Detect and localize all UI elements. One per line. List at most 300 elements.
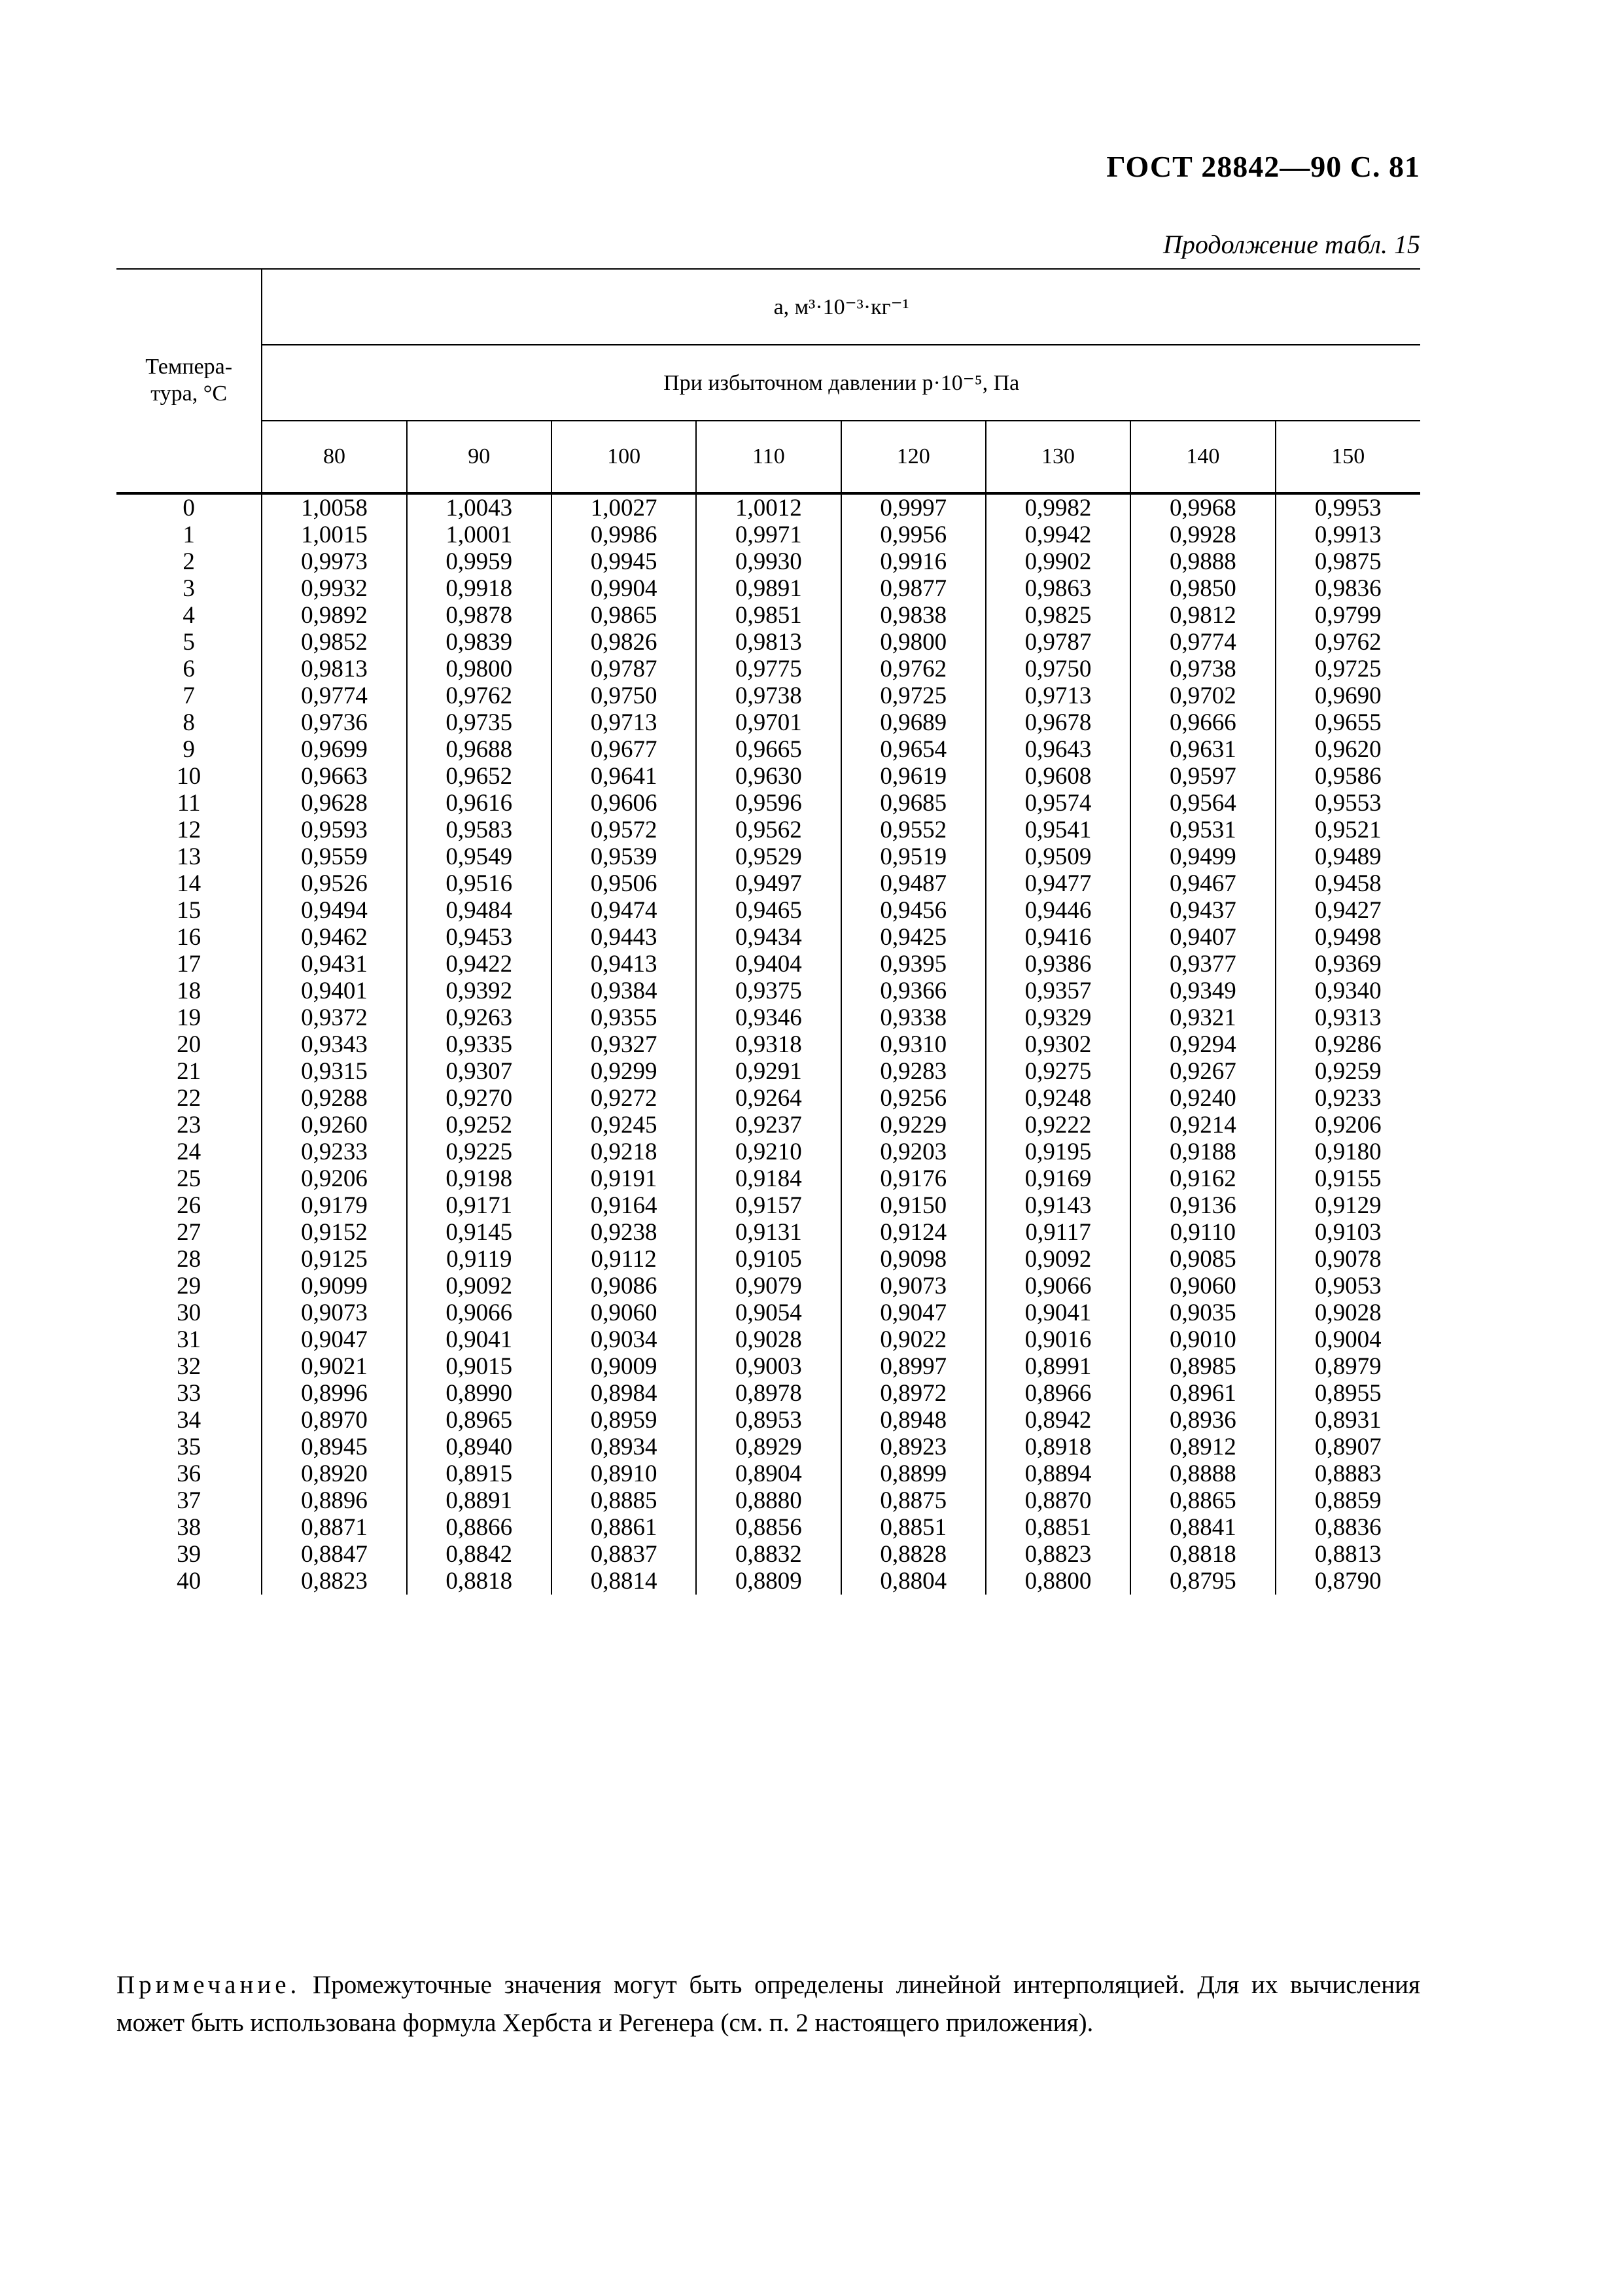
volume-value: 0,9357 — [1024, 978, 1092, 1004]
value-cell — [986, 1085, 1130, 1165]
volume-value: 0,9238 — [590, 1219, 657, 1246]
volume-value: 0,9498 — [1314, 924, 1382, 951]
table-body — [116, 493, 1420, 1595]
volume-value: 0,9549 — [445, 843, 513, 870]
volume-value: 0,9628 — [301, 790, 368, 817]
volume-value: 0,9875 — [1314, 548, 1382, 575]
value-cell — [986, 1407, 1130, 1487]
temperature-value: 8 — [183, 709, 195, 736]
value-cell — [1276, 1407, 1421, 1487]
temperature-value: 32 — [177, 1353, 201, 1380]
volume-value: 0,9462 — [301, 924, 368, 951]
value-cell — [262, 1407, 406, 1487]
row-group — [116, 1568, 1420, 1595]
volume-value: 0,9930 — [735, 548, 802, 575]
volume-value: 0,9541 — [1024, 817, 1092, 843]
volume-value: 0,9986 — [590, 521, 657, 548]
value-cell — [696, 736, 841, 817]
value-cell — [986, 1165, 1130, 1246]
volume-value: 0,9813 — [735, 629, 802, 656]
volume-value: 0,9516 — [445, 870, 513, 897]
value-cell — [407, 1326, 551, 1407]
volume-value: 0,9586 — [1314, 763, 1382, 790]
volume-value: 0,8904 — [735, 1460, 802, 1487]
volume-value: 1,0015 — [301, 521, 368, 548]
volume-value: 0,8851 — [1024, 1514, 1092, 1541]
table-note — [116, 1966, 1420, 2042]
value-cell — [841, 1004, 986, 1085]
volume-value: 0,9813 — [301, 656, 368, 682]
volume-value: 0,9699 — [301, 736, 368, 763]
volume-value: 0,8959 — [590, 1407, 657, 1434]
value-cell — [696, 1407, 841, 1487]
row-group — [116, 817, 1420, 924]
value-cell — [407, 1004, 551, 1085]
volume-value: 0,9349 — [1169, 978, 1236, 1004]
temperature-value: 17 — [177, 951, 201, 978]
volume-value: 0,9456 — [880, 897, 947, 924]
volume-value: 0,9321 — [1169, 1004, 1236, 1031]
volume-value: 0,9564 — [1169, 790, 1236, 817]
volume-value: 0,9302 — [1024, 1031, 1092, 1058]
value-cell — [841, 817, 986, 924]
volume-value: 0,8894 — [1024, 1460, 1092, 1487]
value-cell — [696, 1165, 841, 1246]
volume-value: 0,8984 — [590, 1380, 657, 1407]
volume-value: 0,9762 — [880, 656, 947, 682]
value-cell — [841, 1407, 986, 1487]
temperature-value: 11 — [177, 790, 201, 817]
volume-value: 0,9377 — [1169, 951, 1236, 978]
volume-value: 0,8859 — [1314, 1487, 1382, 1514]
value-cell — [262, 1568, 406, 1595]
value-cell — [262, 1085, 406, 1165]
value-cell — [407, 817, 551, 924]
volume-value: 0,9315 — [301, 1058, 368, 1085]
volume-value: 0,9078 — [1314, 1246, 1382, 1273]
volume-value: 0,9863 — [1024, 575, 1092, 602]
value-cell — [551, 656, 696, 736]
value-cell — [551, 493, 696, 575]
volume-value: 0,8866 — [445, 1514, 513, 1541]
temperature-value: 18 — [177, 978, 201, 1004]
volume-value: 0,9913 — [1314, 521, 1382, 548]
volume-value: 0,9666 — [1169, 709, 1236, 736]
temperature-cell — [116, 493, 262, 575]
value-cell — [551, 817, 696, 924]
volume-value: 0,8837 — [590, 1541, 657, 1568]
value-cell — [986, 1326, 1130, 1407]
volume-value: 0,8970 — [301, 1407, 368, 1434]
volume-value: 0,8800 — [1024, 1568, 1092, 1595]
temperature-value: 37 — [177, 1487, 201, 1514]
row-group — [116, 1326, 1420, 1407]
value-cell — [551, 1568, 696, 1595]
volume-value: 0,9355 — [590, 1004, 657, 1031]
volume-value: 0,9335 — [445, 1031, 513, 1058]
value-cell — [407, 1246, 551, 1326]
volume-value: 0,9446 — [1024, 897, 1092, 924]
volume-value: 0,8945 — [301, 1434, 368, 1460]
volume-value: 0,9275 — [1024, 1058, 1092, 1085]
volume-value: 0,9206 — [301, 1165, 368, 1192]
volume-value: 0,9016 — [1024, 1326, 1092, 1353]
volume-value: 0,9372 — [301, 1004, 368, 1031]
pressure-header-text: При избыточном давлении p·10⁻⁵, Па — [663, 371, 1020, 395]
value-cell — [262, 1165, 406, 1246]
volume-value: 0,9531 — [1169, 817, 1236, 843]
volume-value: 1,0001 — [445, 521, 513, 548]
volume-value: 0,9222 — [1024, 1112, 1092, 1139]
volume-value: 0,9267 — [1169, 1058, 1236, 1085]
note-lead: Примечание. — [116, 1971, 301, 1999]
value-cell — [986, 736, 1130, 817]
value-cell — [1130, 1326, 1275, 1407]
volume-value: 0,9973 — [301, 548, 368, 575]
value-cell — [551, 1246, 696, 1326]
volume-value: 0,9195 — [1024, 1139, 1092, 1165]
volume-value: 0,9392 — [445, 978, 513, 1004]
volume-value: 0,8912 — [1169, 1434, 1236, 1460]
volume-value: 0,9210 — [735, 1139, 802, 1165]
volume-value: 0,9774 — [301, 682, 368, 709]
volume-value: 0,9131 — [735, 1219, 802, 1246]
value-cell — [696, 575, 841, 656]
volume-value: 0,8804 — [880, 1568, 947, 1595]
temperature-value: 4 — [183, 602, 195, 629]
volume-value: 0,8907 — [1314, 1434, 1382, 1460]
temperature-value: 7 — [183, 682, 195, 709]
value-cell — [696, 1487, 841, 1568]
volume-value: 0,8899 — [880, 1460, 947, 1487]
value-cell — [1130, 817, 1275, 924]
volume-value: 0,9787 — [590, 656, 657, 682]
row-group — [116, 575, 1420, 656]
volume-value: 0,9606 — [590, 790, 657, 817]
pressure-column-120: 120 — [841, 421, 986, 493]
volume-value: 0,9188 — [1169, 1139, 1236, 1165]
row-group — [116, 1487, 1420, 1568]
temperature-cell — [116, 1246, 262, 1326]
volume-value: 0,9865 — [590, 602, 657, 629]
temperature-value: 19 — [177, 1004, 201, 1031]
volume-value: 0,9034 — [590, 1326, 657, 1353]
volume-value: 0,9956 — [880, 521, 947, 548]
volume-value: 0,9260 — [301, 1112, 368, 1139]
volume-value: 0,8818 — [1169, 1541, 1236, 1568]
value-cell — [262, 817, 406, 924]
value-cell — [986, 817, 1130, 924]
volume-value: 0,9310 — [880, 1031, 947, 1058]
volume-value: 0,9176 — [880, 1165, 947, 1192]
volume-value: 0,8880 — [735, 1487, 802, 1514]
volume-value: 0,8888 — [1169, 1460, 1236, 1487]
temperature-value: 23 — [177, 1112, 201, 1139]
volume-value: 0,9338 — [880, 1004, 947, 1031]
volume-value: 0,9552 — [880, 817, 947, 843]
page-header: ГОСТ 28842—90 С. 81 — [1106, 150, 1420, 183]
volume-value: 0,9713 — [590, 709, 657, 736]
volume-value: 0,9384 — [590, 978, 657, 1004]
value-cell — [407, 924, 551, 1004]
value-cell — [841, 1326, 986, 1407]
volume-value: 0,8966 — [1024, 1380, 1092, 1407]
volume-value: 0,9685 — [880, 790, 947, 817]
volume-value: 0,9073 — [301, 1299, 368, 1326]
volume-value: 0,9218 — [590, 1139, 657, 1165]
volume-value: 0,9652 — [445, 763, 513, 790]
volume-value: 0,9369 — [1314, 951, 1382, 978]
volume-value: 0,9735 — [445, 709, 513, 736]
volume-value: 0,9386 — [1024, 951, 1092, 978]
volume-value: 0,9539 — [590, 843, 657, 870]
value-cell — [986, 1246, 1130, 1326]
volume-value: 0,9689 — [880, 709, 947, 736]
value-cell — [262, 924, 406, 1004]
value-cell — [841, 1487, 986, 1568]
volume-value: 0,9318 — [735, 1031, 802, 1058]
volume-value: 0,9098 — [880, 1246, 947, 1273]
volume-value: 0,9237 — [735, 1112, 802, 1139]
volume-value: 0,9425 — [880, 924, 947, 951]
volume-value: 0,8996 — [301, 1380, 368, 1407]
value-cell — [1130, 1246, 1275, 1326]
volume-value: 0,8809 — [735, 1568, 802, 1595]
volume-value: 0,9103 — [1314, 1219, 1382, 1246]
value-cell — [1276, 1487, 1421, 1568]
volume-value: 0,9270 — [445, 1085, 513, 1112]
volume-value: 0,8818 — [445, 1568, 513, 1595]
temperature-value: 2 — [183, 548, 195, 575]
temperature-cell — [116, 1326, 262, 1407]
volume-value: 0,9346 — [735, 1004, 802, 1031]
volume-value: 0,9041 — [1024, 1299, 1092, 1326]
row-group — [116, 736, 1420, 817]
temperature-value: 39 — [177, 1541, 201, 1568]
volume-value: 0,9125 — [301, 1246, 368, 1273]
volume-value: 0,9233 — [301, 1139, 368, 1165]
volume-value: 0,9738 — [735, 682, 802, 709]
volume-value: 0,9085 — [1169, 1246, 1236, 1273]
volume-value: 0,9800 — [880, 629, 947, 656]
volume-value: 0,9982 — [1024, 495, 1092, 521]
value-cell — [1130, 924, 1275, 1004]
temperature-value: 30 — [177, 1299, 201, 1326]
volume-value: 0,8870 — [1024, 1487, 1092, 1514]
row-group — [116, 1246, 1420, 1326]
volume-value: 0,9066 — [445, 1299, 513, 1326]
value-cell — [407, 656, 551, 736]
volume-value: 0,9850 — [1169, 575, 1236, 602]
temperature-cell — [116, 1407, 262, 1487]
volume-value: 0,9099 — [301, 1273, 368, 1299]
volume-value: 0,9263 — [445, 1004, 513, 1031]
note-text: Промежуточные значения могут быть определены линейной интерполяцией. Для их вычисления может быть использована формула Хербста и Регенера (см. п. 2 настоящего приложения). — [116, 1971, 1420, 2037]
volume-value: 0,9878 — [445, 602, 513, 629]
temperature-value: 15 — [177, 897, 201, 924]
volume-value: 0,8885 — [590, 1487, 657, 1514]
value-cell — [1130, 1487, 1275, 1568]
value-cell — [551, 736, 696, 817]
row-group — [116, 656, 1420, 736]
volume-value: 0,9041 — [445, 1326, 513, 1353]
volume-value: 0,8991 — [1024, 1353, 1092, 1380]
value-cell — [841, 1085, 986, 1165]
volume-value: 0,9240 — [1169, 1085, 1236, 1112]
volume-value: 0,9171 — [445, 1192, 513, 1219]
volume-value: 0,9203 — [880, 1139, 947, 1165]
volume-value: 0,9484 — [445, 897, 513, 924]
volume-value: 0,8931 — [1314, 1407, 1382, 1434]
volume-value: 0,8790 — [1314, 1568, 1382, 1595]
temperature-value: 21 — [177, 1058, 201, 1085]
volume-value: 0,8883 — [1314, 1460, 1382, 1487]
value-cell — [1130, 493, 1275, 575]
volume-value: 0,8972 — [880, 1380, 947, 1407]
volume-value: 0,9047 — [301, 1326, 368, 1353]
volume-value: 0,9690 — [1314, 682, 1382, 709]
volume-value: 0,9774 — [1169, 629, 1236, 656]
volume-value: 0,9169 — [1024, 1165, 1092, 1192]
volume-value: 0,8896 — [301, 1487, 368, 1514]
value-cell — [986, 924, 1130, 1004]
temperature-value: 26 — [177, 1192, 201, 1219]
row-group — [116, 1085, 1420, 1165]
volume-value: 0,9229 — [880, 1112, 947, 1139]
volume-value: 0,9596 — [735, 790, 802, 817]
value-cell — [407, 1407, 551, 1487]
volume-value: 0,9427 — [1314, 897, 1382, 924]
volume-value: 0,9574 — [1024, 790, 1092, 817]
value-cell — [1276, 924, 1421, 1004]
row-group — [116, 493, 1420, 575]
volume-value: 0,9608 — [1024, 763, 1092, 790]
volume-value: 0,8875 — [880, 1487, 947, 1514]
volume-value: 0,9655 — [1314, 709, 1382, 736]
value-cell — [1130, 1407, 1275, 1487]
value-cell — [841, 1568, 986, 1595]
value-cell — [841, 924, 986, 1004]
temperature-value: 34 — [177, 1407, 201, 1434]
volume-value: 0,9489 — [1314, 843, 1382, 870]
value-cell — [407, 1568, 551, 1595]
volume-value: 0,9164 — [590, 1192, 657, 1219]
volume-value: 0,9506 — [590, 870, 657, 897]
volume-value: 0,9762 — [1314, 629, 1382, 656]
volume-value: 0,9620 — [1314, 736, 1382, 763]
volume-value: 0,8923 — [880, 1434, 947, 1460]
volume-value: 0,9701 — [735, 709, 802, 736]
volume-value: 0,9928 — [1169, 521, 1236, 548]
value-cell — [696, 1568, 841, 1595]
volume-value: 0,9180 — [1314, 1139, 1382, 1165]
value-cell — [986, 1487, 1130, 1568]
value-cell — [1130, 1165, 1275, 1246]
volume-value: 0,8978 — [735, 1380, 802, 1407]
value-cell — [551, 1165, 696, 1246]
volume-value: 0,9775 — [735, 656, 802, 682]
volume-value: 0,9233 — [1314, 1085, 1382, 1112]
volume-value: 0,9959 — [445, 548, 513, 575]
volume-value: 0,9299 — [590, 1058, 657, 1085]
temperature-value: 12 — [177, 817, 201, 843]
volume-value: 0,9288 — [301, 1085, 368, 1112]
volume-value: 0,9838 — [880, 602, 947, 629]
value-cell — [262, 1326, 406, 1407]
value-cell — [551, 1326, 696, 1407]
volume-value: 0,8813 — [1314, 1541, 1382, 1568]
volume-value: 0,8955 — [1314, 1380, 1382, 1407]
volume-value: 0,8997 — [880, 1353, 947, 1380]
volume-value: 0,9313 — [1314, 1004, 1382, 1031]
volume-value: 0,9129 — [1314, 1192, 1382, 1219]
volume-value: 0,9191 — [590, 1165, 657, 1192]
volume-value: 0,9494 — [301, 897, 368, 924]
value-cell — [1276, 575, 1421, 656]
temperature-value: 38 — [177, 1514, 201, 1541]
value-cell — [551, 1004, 696, 1085]
volume-value: 0,9725 — [880, 682, 947, 709]
temperature-value: 3 — [183, 575, 195, 602]
volume-value: 0,9736 — [301, 709, 368, 736]
volume-value: 0,8841 — [1169, 1514, 1236, 1541]
volume-value: 0,8847 — [301, 1541, 368, 1568]
volume-value: 0,9119 — [446, 1246, 512, 1273]
volume-value: 0,9327 — [590, 1031, 657, 1058]
volume-value: 0,9021 — [301, 1353, 368, 1380]
volume-value: 0,9092 — [445, 1273, 513, 1299]
volume-value: 0,9597 — [1169, 763, 1236, 790]
volume-value: 0,9286 — [1314, 1031, 1382, 1058]
volume-value: 0,9852 — [301, 629, 368, 656]
volume-value: 0,9329 — [1024, 1004, 1092, 1031]
temperature-value: 29 — [177, 1273, 201, 1299]
volume-value: 0,9800 — [445, 656, 513, 682]
volume-value: 0,9060 — [590, 1299, 657, 1326]
value-cell — [1276, 1246, 1421, 1326]
volume-value: 0,9799 — [1314, 602, 1382, 629]
specific-volume-header-text: a, м³·10⁻³·кг⁻¹ — [773, 295, 909, 319]
value-cell — [1130, 736, 1275, 817]
volume-value: 0,9259 — [1314, 1058, 1382, 1085]
volume-value: 0,9110 — [1170, 1219, 1236, 1246]
value-cell — [1276, 736, 1421, 817]
volume-value: 0,9688 — [445, 736, 513, 763]
volume-value: 0,9702 — [1169, 682, 1236, 709]
volume-value: 0,9521 — [1314, 817, 1382, 843]
volume-value: 0,9904 — [590, 575, 657, 602]
temperature-header-line1: Темпера- — [145, 355, 233, 380]
value-cell — [407, 736, 551, 817]
volume-value: 0,8842 — [445, 1541, 513, 1568]
volume-value: 0,9437 — [1169, 897, 1236, 924]
volume-value: 0,9583 — [445, 817, 513, 843]
volume-value: 0,9395 — [880, 951, 947, 978]
volume-value: 0,9877 — [880, 575, 947, 602]
volume-value: 0,9003 — [735, 1353, 802, 1380]
value-cell — [262, 493, 406, 575]
volume-value: 1,0027 — [590, 495, 657, 521]
volume-value: 0,8918 — [1024, 1434, 1092, 1460]
volume-value: 0,9245 — [590, 1112, 657, 1139]
volume-value: 0,8823 — [301, 1568, 368, 1595]
volume-value: 0,9641 — [590, 763, 657, 790]
volume-value: 0,9086 — [590, 1273, 657, 1299]
temperature-cell — [116, 736, 262, 817]
volume-value: 0,8961 — [1169, 1380, 1236, 1407]
volume-value: 0,9678 — [1024, 709, 1092, 736]
volume-value: 0,9206 — [1314, 1112, 1382, 1139]
